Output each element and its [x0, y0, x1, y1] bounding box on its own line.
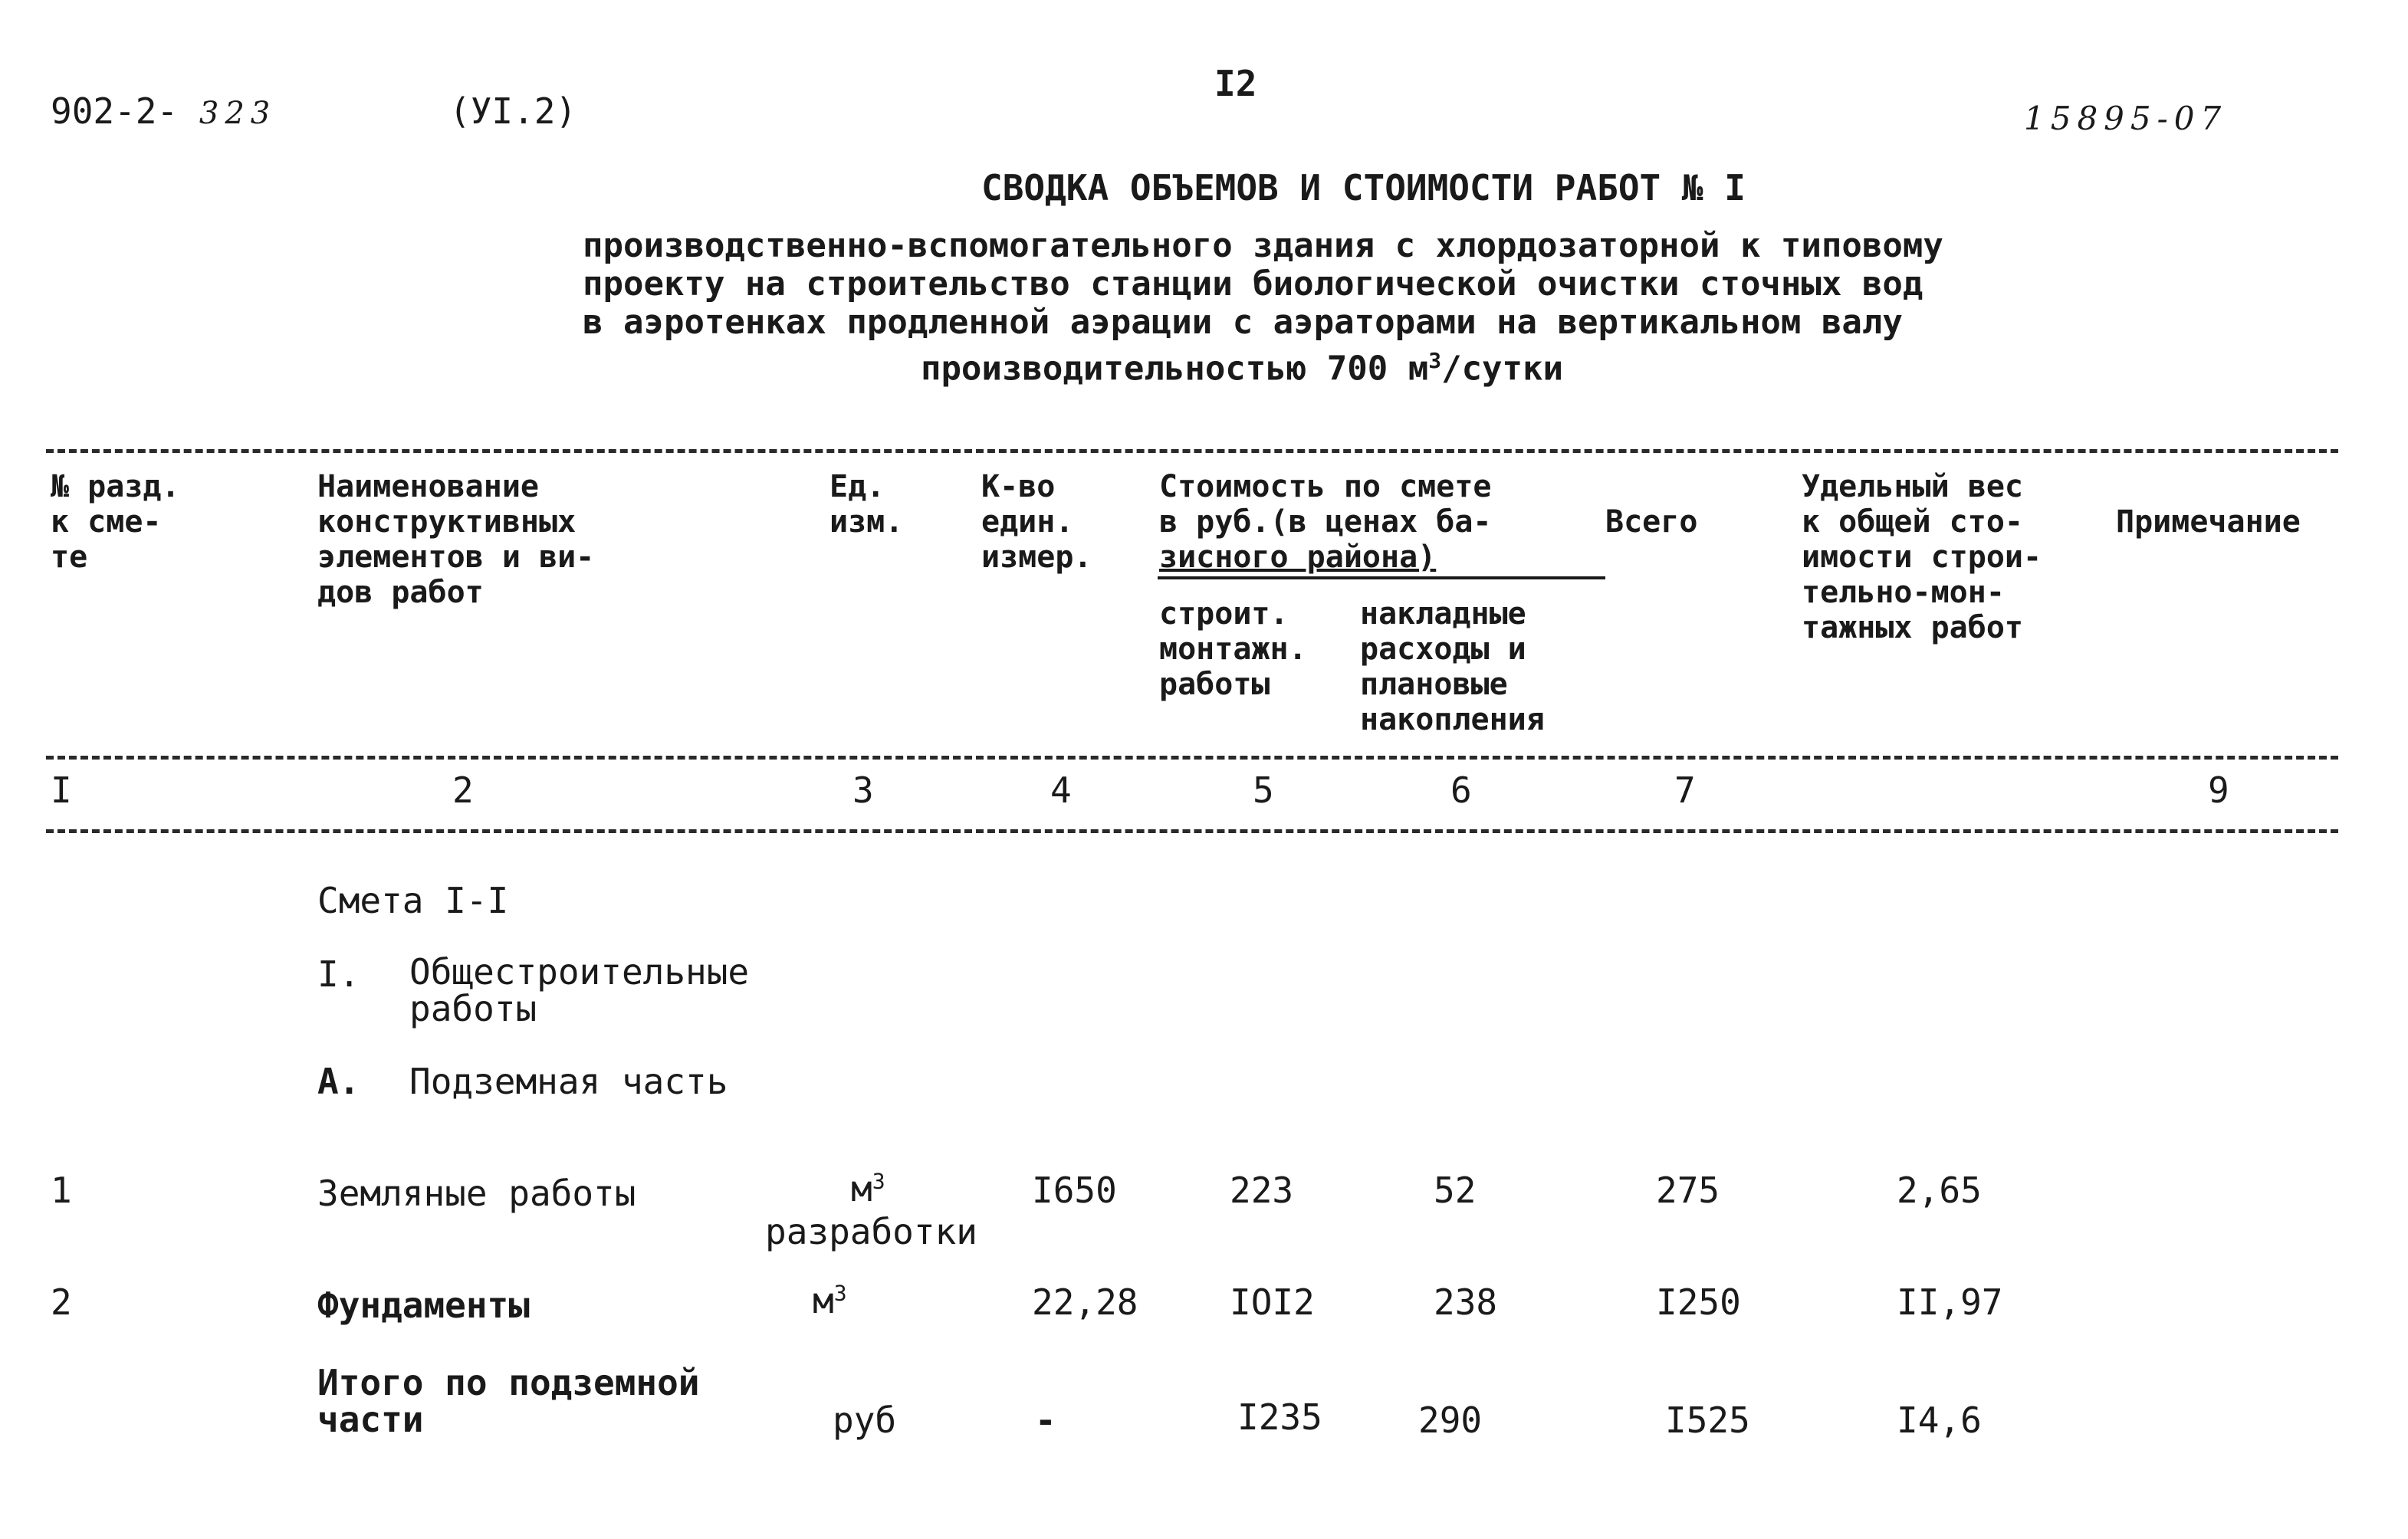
column-numbers-top-rule	[46, 756, 2338, 760]
row-construction-cost: IOI2	[1230, 1281, 1315, 1323]
header-section-number: № разд. к сме- те	[51, 469, 180, 575]
column-number: 9	[2208, 770, 2229, 811]
subtitle-line: проекту на строительство станции биологической очистки сточных вод	[583, 264, 1923, 304]
section-heading: Общестроительные работы	[409, 951, 750, 1029]
header-total: Всего	[1605, 504, 1698, 540]
document-title: СВОДКА ОБЪЕМОВ И СТОИМОСТИ РАБОТ № I	[981, 167, 1746, 208]
column-number: I	[51, 770, 72, 811]
subtotal-total: I525	[1665, 1400, 1750, 1441]
subtotal-quantity: -	[1035, 1400, 1056, 1441]
document-code-printed: 902-2-	[51, 90, 179, 132]
row-total: 275	[1656, 1170, 1720, 1211]
table-top-rule	[46, 449, 2338, 453]
subtotal-overhead-cost: 290	[1418, 1400, 1483, 1441]
column-numbers-bottom-rule	[46, 829, 2338, 833]
row-construction-cost: 223	[1230, 1170, 1294, 1211]
row-overhead-cost: 238	[1434, 1281, 1498, 1323]
header-specific-weight: Удельный вес к общей сто- имости строи- тельно-мон- тажных работ	[1802, 469, 2042, 645]
row-unit: $м^3$	[813, 1280, 847, 1321]
subtitle-line: в аэротенках продленной аэрации с аэраторами на вертикальном валу	[583, 303, 1903, 342]
header-cost-group: Стоимость по смете в руб.(в ценах ба- зисного района)	[1159, 469, 1492, 575]
header-work-name: Наименование конструктивных элементов и ви- дов работ	[317, 469, 595, 610]
row-quantity: I650	[1032, 1170, 1117, 1211]
subtotal-construction-cost: I235	[1237, 1396, 1322, 1438]
row-total: I250	[1656, 1281, 1741, 1323]
row-number: 2	[51, 1281, 72, 1323]
inventory-number: 15895-07	[2024, 100, 2228, 137]
sheet-label: (УI.2)	[449, 90, 577, 132]
row-unit: $м^3$	[851, 1168, 885, 1209]
row-name: Земляные работы	[317, 1173, 636, 1214]
header-quantity: К-во един. измер.	[981, 469, 1092, 575]
row-unit-extra: разработки	[765, 1211, 977, 1252]
header-note: Примечание	[2116, 504, 2301, 540]
subtitle-line: производительностью 700 $м^3$/сутки	[920, 348, 1564, 389]
document-code	[51, 90, 276, 132]
estimate-heading: Смета I-I	[317, 880, 509, 921]
column-number: 5	[1253, 770, 1274, 811]
section-number: I.	[317, 953, 360, 995]
column-number: 6	[1450, 770, 1472, 811]
subtitle-line: производственно-вспомогательного здания с хлордозаторной к типовому	[583, 226, 1943, 265]
header-unit: Ед. изм.	[829, 469, 904, 540]
subtotal-share: I4,6	[1897, 1400, 1982, 1441]
subtotal-name: Итого по подземной части	[317, 1362, 700, 1440]
part-letter: А.	[317, 1061, 360, 1102]
row-overhead-cost: 52	[1434, 1170, 1477, 1211]
cost-group-underline	[1158, 576, 1605, 579]
header-overhead: накладные расходы и плановые накопления	[1360, 596, 1545, 737]
row-quantity: 22,28	[1032, 1281, 1138, 1323]
document-code-handwritten: 323	[199, 96, 277, 131]
subtotal-unit: руб	[833, 1400, 897, 1441]
part-heading: Подземная часть	[409, 1061, 728, 1102]
column-number: 7	[1674, 770, 1696, 811]
column-number: 2	[452, 770, 474, 811]
row-number: 1	[51, 1170, 72, 1211]
row-share: II,97	[1897, 1281, 2003, 1323]
row-name: Фундаменты	[317, 1285, 530, 1326]
page-number: I2	[1214, 63, 1257, 104]
header-construction-works: строит. монтажн. работы	[1159, 596, 1307, 702]
column-number: 4	[1050, 770, 1072, 811]
document-subtitle	[583, 227, 2116, 389]
column-number: 3	[852, 770, 874, 811]
row-share: 2,65	[1897, 1170, 1982, 1211]
